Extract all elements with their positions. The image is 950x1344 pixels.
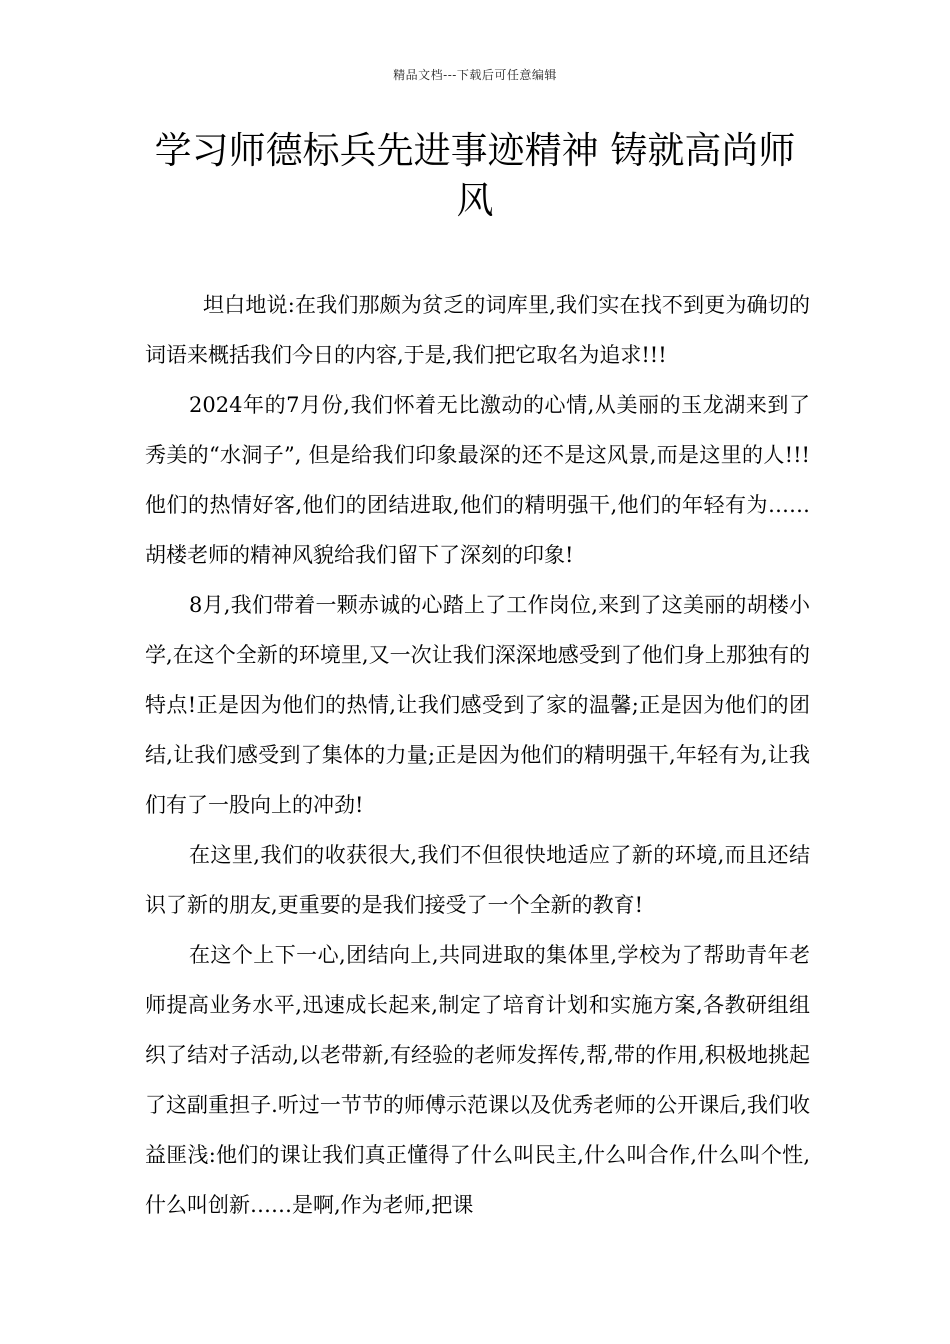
paragraph-3: 8月,我们带着一颗赤诚的心踏上了工作岗位,来到了这美丽的胡楼小学,在这个全新的环境里,又一次让我们深深地感受到了他们身上那独有的特点!正是因为他们的热情,让我们感受到了家的温馨;正是因为他们的团结,让我们感受到了集体的力量;正是因为他们的精明强干,年轻有为,让我们有了一股向上的冲劲!	[145, 593, 810, 817]
paragraph-4: 在这里,我们的收获很大,我们不但很快地适应了新的环境,而且还结识了新的朋友,更重要的是我们接受了一个全新的教育!	[145, 843, 810, 917]
document-title: 学习师德标兵先进事迹精神 铸就高尚师风	[154, 129, 796, 222]
header-note: 精品文档---下载后可任意编辑	[393, 68, 557, 82]
paragraph-2: 2024年的7月份,我们怀着无比激动的心情,从美丽的玉龙湖来到了秀美的“水洞子”, 但是给我们印象最深的还不是这风景,而是这里的人!!!他们的热情好客,他们的团结进取,他们的精明强干,他们的年轻有为……胡楼老师的精神风貌给我们留下了深刻的印象!	[145, 393, 810, 567]
paragraph-1: 坦白地说:在我们那颇为贫乏的词库里,我们实在找不到更为确切的词语来概括我们今日的内容,于是,我们把它取名为追求!!!	[145, 293, 810, 367]
paragraph-5: 在这个上下一心,团结向上,共同进取的集体里,学校为了帮助青年老师提高业务水平,迅速成长起来,制定了培育计划和实施方案,各教研组组织了结对子活动,以老带新,有经验的老师发挥传,帮,带的作用,积极地挑起了这副重担子.听过一节节的师傅示范课以及优秀老师的公开课后,我们收益匪浅:他们的课让我们真正懂得了什么叫民主,什么叫合作,什么叫个性,什么叫创新……是啊,作为老师,把课	[145, 943, 810, 1217]
document-body	[145, 280, 810, 1230]
